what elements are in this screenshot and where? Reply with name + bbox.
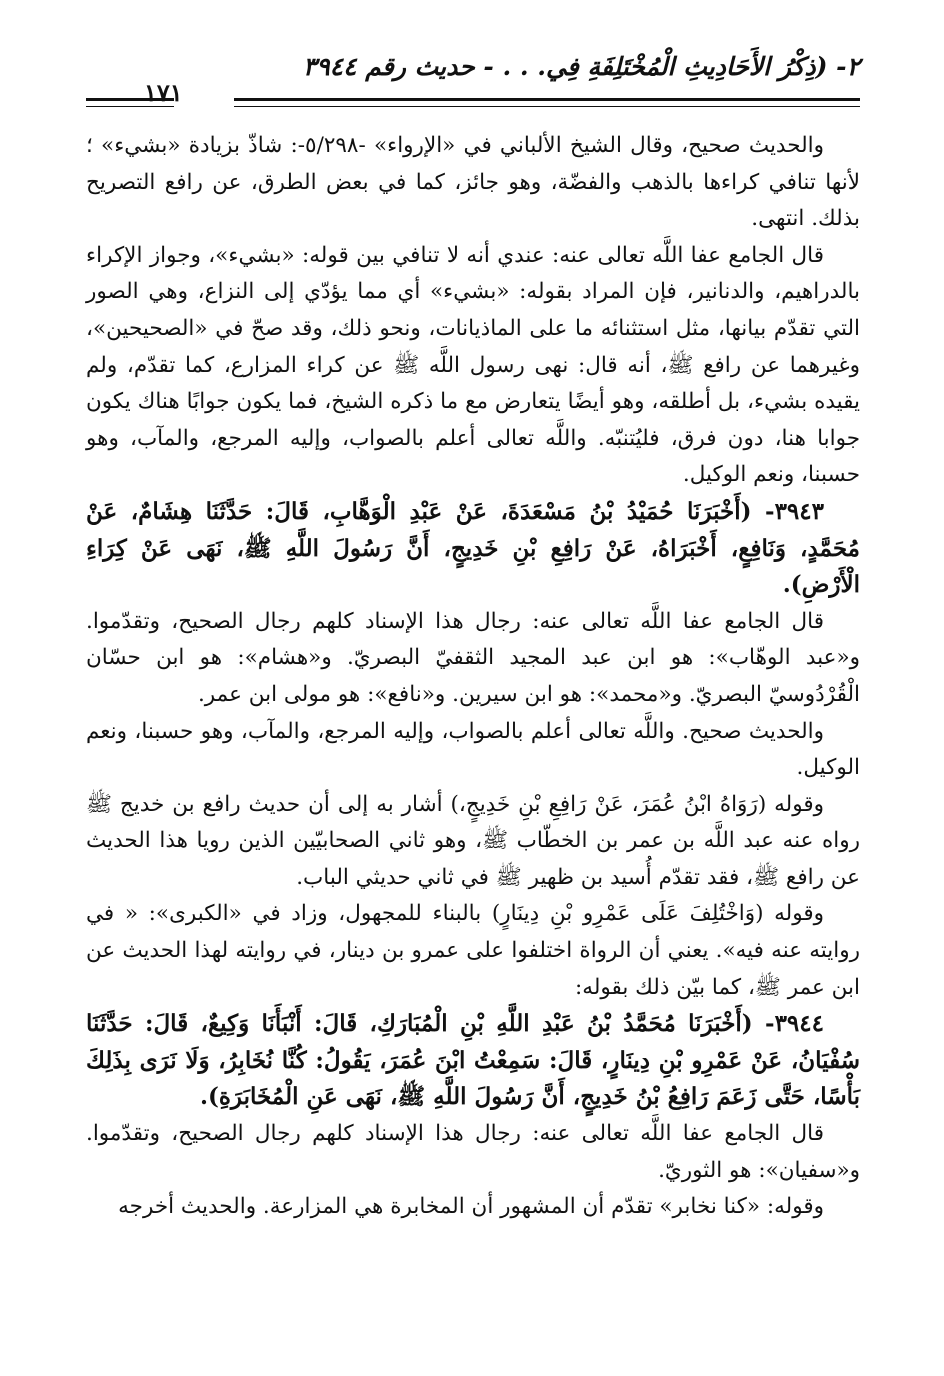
paragraph-compiler-comment: قال الجامع عفا اللَّه تعالى عنه: عندي أنه لا تنافي بين قوله: «بشيء»، وجواز الإكراء بالدراهيم، والدنانير، فإن المراد بقوله: «بشيء» أي مما يؤدّي إلى النزاع، وهي الصور التي تقدّم بيانها، مثل استثنائه ما على الماذيانات، ونحو ذلك، وقد صحّ في «الصحيحين»، وغيرهما عن رافع ﷺ، أنه قال: نهى رسول اللَّه ﷺ عن كراء المزارع، كما تقدّم، ولم يقيده بشيء، بل أطلقه، وهو أيضًا يتعارض مع ما ذكره الشيخ، فما يكون جوابًا هناك يكون جوابا هنا، دون فرق، فليُتنبّه. واللَّه تعالى أعلم بالصواب، وإليه المرجع، والمآب، وهو حسبنا، ونعم الوكيل.	[86, 242, 860, 488]
hadith-3944: ٣٩٤٤- (أَخْبَرَنَا مُحَمَّدُ بْنُ عَبْدِ اللَّهِ بْنِ الْمُبَارَكِ، قَالَ: أَنْبَأَنَا وَكِيعٌ، قَالَ: حَدَّثَنَا سُفْيَانُ، عَنْ عَمْرِو بْنِ دِينَارٍ، قَالَ: سَمِعْتُ ابْنَ عُمَرَ، يَقُولُ: كُنَّا نُخَابِرُ، وَلَا نَرَى بِذَلِكَ بَأْسًا، حَتَّى زَعَمَ رَافِعُ بْنُ خَدِيجٍ، أَنَّ رَسُولَ اللَّهِ ﷺ، نَهَى عَنِ الْمُخَابَرَةِ).	[86, 1010, 860, 1111]
paragraph-mukhabara-note: وقوله: «كنا نخابر» تقدّم أن المشهور أن المخابرة هي المزارعة. والحديث أخرجه	[118, 1194, 824, 1220]
page-body	[86, 128, 860, 1226]
paragraph-grading-3943: والحديث صحيح. واللَّه تعالى أعلم بالصواب، وإليه المرجع، والمآب، وهو حسبنا، ونعم الوكيل.	[86, 718, 860, 781]
header-rule	[234, 98, 860, 107]
hadith-3943: ٣٩٤٣- (أَخْبَرَنَا حُمَيْدُ بْنُ مَسْعَدَةَ، عَنْ عَبْدِ الْوَهَّابِ، قَالَ: حَدَّثَنَا هِشَامٌ، عَنْ مُحَمَّدٍ، وَنَافِعٍ، أَخْبَرَاهُ، عَنْ رَافِعِ بْنِ خَدِيجٍ، أَنَّ رَسُولَ اللَّهِ ﷺ، نَهَى عَنْ كِرَاءِ الْأَرْضِ).	[86, 497, 860, 599]
page-number: ١٧١	[144, 78, 183, 107]
paragraph-amr-dinar-note: وقوله (وَاخْتُلِفَ عَلَى عَمْرِو بْنِ دِينَارٍ) بالبناء للمجهول، وزاد في «الكبرى»: « في روايته عنه فيه». يعني أن الرواة اختلفوا على عمرو بن دينار، في روايته لهذا الحديث عن ابن عمر ﷺ، كما بيّن ذلك بقوله:	[86, 901, 860, 1000]
paragraph-narrators-3943: قال الجامع عفا اللَّه تعالى عنه: رجال هذا الإسناد كلهم رجال الصحيح، وتقدّموا. و«عبد الوهّاب»: هو ابن عبد المجيد الثقفيّ البصريّ. و«هشام»: هو ابن حسّان الْقُرْدُوسيّ البصريّ. و«محمد»: هو ابن سيرين. و«نافع»: هو مولى ابن عمر.	[86, 608, 860, 707]
paragraph-narrators-3944: قال الجامع عفا اللَّه تعالى عنه: رجال هذا الإسناد كلهم رجال الصحيح، وتقدّموا. و«سفيان»: هو الثوريّ.	[86, 1121, 860, 1183]
paragraph-ibn-umar-note: وقوله (رَوَاهُ ابْنُ عُمَرَ، عَنْ رَافِعِ بْنِ خَدِيجٍ،) أشار به إلى أن حديث رافع بن خديج ﷺ رواه عنه عبد اللَّه بن عمر بن الخطّاب ﷺ، وهو ثاني الصحابيّين الذين رويا هذا الحديث عن رافع ﷺ، فقد تقدّم أُسيد بن ظهير ﷺ في ثاني حديثي الباب.	[86, 791, 860, 890]
paragraph-albani-note: والحديث صحيح، وقال الشيخ الألباني في «الإرواء» -٥/٢٩٨-: شاذّ بزيادة «بشيء» ؛ لأنها تنافي كراءها بالذهب والفضّة، وهو جائز، كما في بعض الطرق، عن رافع التصريح بذلك. انتهى.	[86, 133, 860, 232]
page-number-rule	[86, 98, 174, 107]
running-header	[86, 52, 860, 107]
chapter-title: ٢- (ذِكْرُ الأَحَادِيثِ الْمُخْتَلِفَةِ فِي. . . - حديث رقم ٣٩٤٤	[302, 52, 860, 81]
